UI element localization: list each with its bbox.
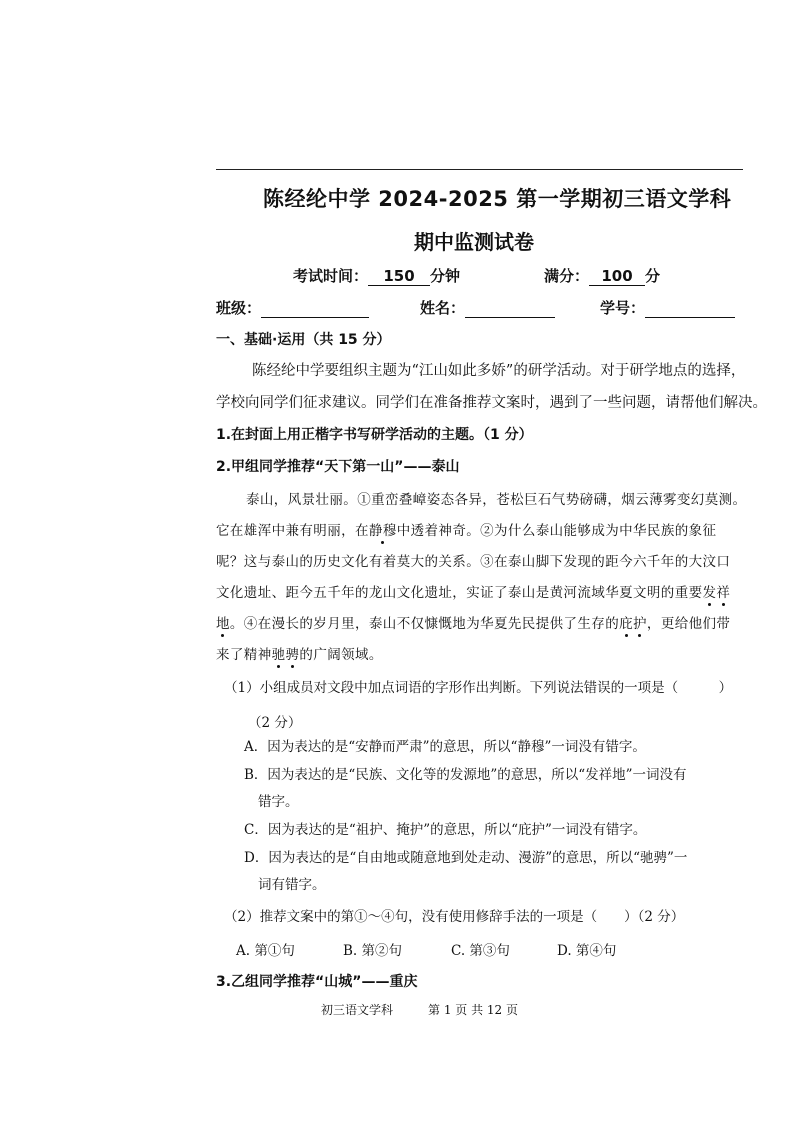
question-3-heading: 3.乙组同学推荐“山城”——重庆 [216, 974, 418, 990]
class-label: 班级： [216, 299, 262, 317]
dotted-char-bi: 庇 [619, 612, 633, 632]
sub-question-1: （1）小组成员对文段中加点词语的字形作出判断。下列说法错误的一项是（ ） [224, 680, 733, 696]
option-b-cont: 错字。 [258, 794, 299, 810]
option-d-cont: 词有错字。 [258, 877, 326, 893]
exam-time [293, 265, 460, 286]
dotted-char-hu: 护 [633, 612, 647, 632]
name-field [420, 297, 555, 318]
full-score [544, 265, 660, 286]
question-1: 1.在封面上用正楷字书写研学活动的主题。（1 分） [216, 427, 533, 443]
sub2-option-a: A. 第①句 [236, 943, 295, 959]
score-label: 满分： [544, 267, 590, 285]
student-id-field [600, 297, 735, 318]
passage-line: 呢？这与泰山的历史文化有着莫大的关系。③在泰山脚下发现的距今六千年的大汶口 [216, 554, 731, 570]
passage-line: 文化遗址、距今五千年的龙山文化遗址，实证了泰山是黄河流域华夏文明的重要发祥 [216, 581, 730, 601]
sub2-option-c: C. 第③句 [451, 943, 510, 959]
sub2-option-d: D. 第④句 [557, 943, 617, 959]
exam-subtitle: 期中监测试卷 [414, 230, 534, 254]
option-a: A．因为表达的是“安静而严肃”的意思，所以“静穆”一词没有错字。 [244, 739, 646, 755]
sub-question-1-score: （2 分） [248, 715, 302, 731]
id-label: 学号： [600, 299, 646, 317]
exam-time-value: 150 [368, 267, 430, 286]
header-rule [216, 169, 743, 170]
class-field [216, 297, 369, 318]
passage-line: 地。④在漫长的岁月里，泰山不仅慷慨地为华夏先民提供了生存的庇护，更给他们带 [216, 612, 730, 632]
option-b: B．因为表达的是“民族、文化等的发源地”的意思，所以“发祥地”一词没有 [244, 767, 687, 783]
passage-line: 它在雄浑中兼有明丽，在静穆中透着神奇。②为什么泰山能够成为中华民族的象征 [216, 519, 716, 539]
exam-time-label: 考试时间： [293, 267, 369, 285]
dotted-char-cheng: 骋 [286, 643, 300, 663]
question-2-heading: 2.甲组同学推荐“天下第一山”——泰山 [216, 459, 460, 475]
dotted-char-di: 地 [216, 612, 230, 632]
dotted-word-jingmu: 静穆 [369, 519, 397, 539]
score-unit: 分 [645, 267, 661, 285]
passage-line: 泰山，风景壮丽。①重峦叠嶂姿态各异，苍松巨石气势磅礴，烟云薄雾变幻莫测。 [246, 492, 747, 508]
option-d: D．因为表达的是“自由地或随意地到处走动、漫游”的意思，所以“驰骋”一 [244, 850, 688, 866]
exam-title: 陈经纶中学 2024-2025 第一学期初三语文学科 [263, 187, 732, 211]
option-c: C．因为表达的是“祖护、掩护”的意思，所以“庇护”一词没有错字。 [244, 822, 647, 838]
name-label: 姓名： [420, 299, 466, 317]
dotted-char-xiang: 祥 [716, 581, 730, 601]
dotted-char-fa: 发 [703, 581, 717, 601]
passage-line: 来了精神驰骋的广阔领域。 [216, 643, 383, 663]
score-value: 100 [589, 267, 645, 286]
footer-page-number: 第 1 页 共 12 页 [428, 1003, 518, 1017]
section-heading: 一、基础·运用（共 15 分） [216, 332, 391, 348]
dotted-char-chi: 驰 [272, 643, 286, 663]
sub2-option-b: B. 第②句 [343, 943, 403, 959]
exam-time-unit: 分钟 [430, 267, 461, 285]
footer-subject: 初三语文学科 [321, 1003, 394, 1017]
intro-paragraph: 陈经纶中学要组织主题为“江山如此多娇”的研学活动。对于研学地点的选择， [252, 363, 746, 379]
sub-question-2: （2）推荐文案中的第①～④句，没有使用修辞手法的一项是（ ）（2 分） [224, 909, 685, 925]
intro-paragraph: 学校向同学们征求建议。同学们在准备推荐文案时，遇到了一些问题，请帮他们解决。 [216, 395, 767, 411]
